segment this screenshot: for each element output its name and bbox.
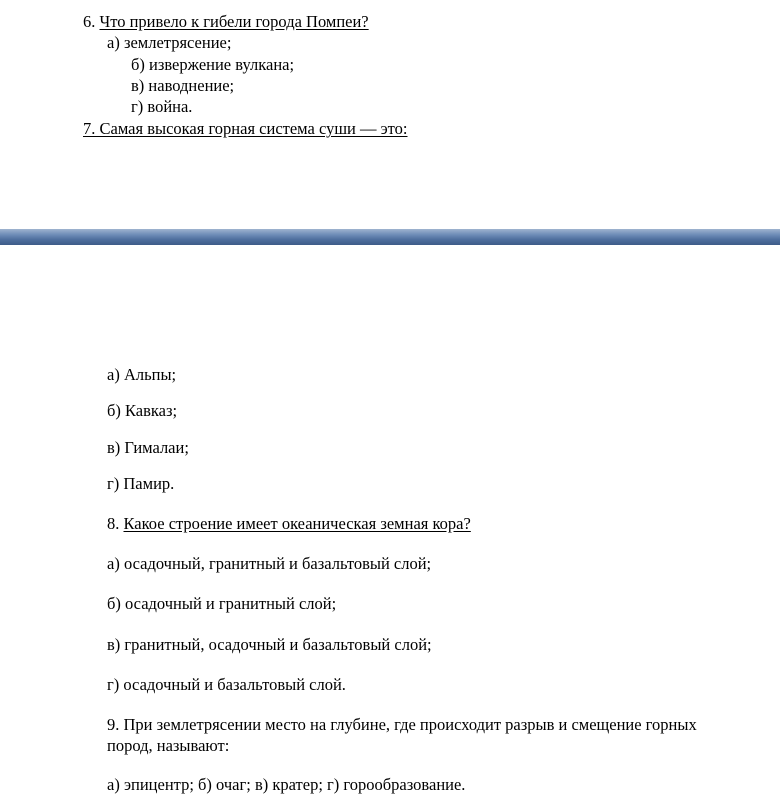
question-6 <box>83 12 369 32</box>
question-6-text: Что привело к гибели города Помпеи? <box>99 12 369 31</box>
q9-answers: а) эпицентр; б) очаг; в) кратер; г) горообразование. <box>107 775 466 794</box>
q8-option-a: а) осадочный, гранитный и базальтовый слой; <box>107 554 432 573</box>
q8-option-d: г) осадочный и базальтовый слой. <box>107 675 346 694</box>
q6-option-d: г) война. <box>131 97 193 116</box>
q8-option-c: в) гранитный, осадочный и базальтовый слой; <box>107 635 432 654</box>
question-8-text: Какое строение имеет океаническая земная кора? <box>123 514 471 533</box>
q7-option-b: б) Кавказ; <box>107 401 178 420</box>
q7-option-a: а) Альпы; <box>107 365 177 384</box>
question-6-number: 6. <box>83 12 100 31</box>
question-9: 9. При землетрясении место на глубине, где происходит разрыв и смещение горных пород, называют: <box>107 715 697 755</box>
q6-option-c: в) наводнение; <box>131 76 235 95</box>
q7-option-c: в) Гималаи; <box>107 438 189 457</box>
q6-option-a: а) землетрясение; <box>107 33 232 52</box>
q6-option-b: б) извержение вулкана; <box>131 55 295 74</box>
document-page-1 <box>0 0 780 229</box>
document-page-2 <box>0 245 780 811</box>
question-7-header: 7. Самая высокая горная система суши — это: <box>83 119 408 138</box>
page-separator <box>0 229 780 245</box>
question-8-number: 8. <box>107 514 124 533</box>
q7-option-d: г) Памир. <box>107 474 175 493</box>
q8-option-b: б) осадочный и гранитный слой; <box>107 594 337 613</box>
question-8 <box>107 514 471 534</box>
